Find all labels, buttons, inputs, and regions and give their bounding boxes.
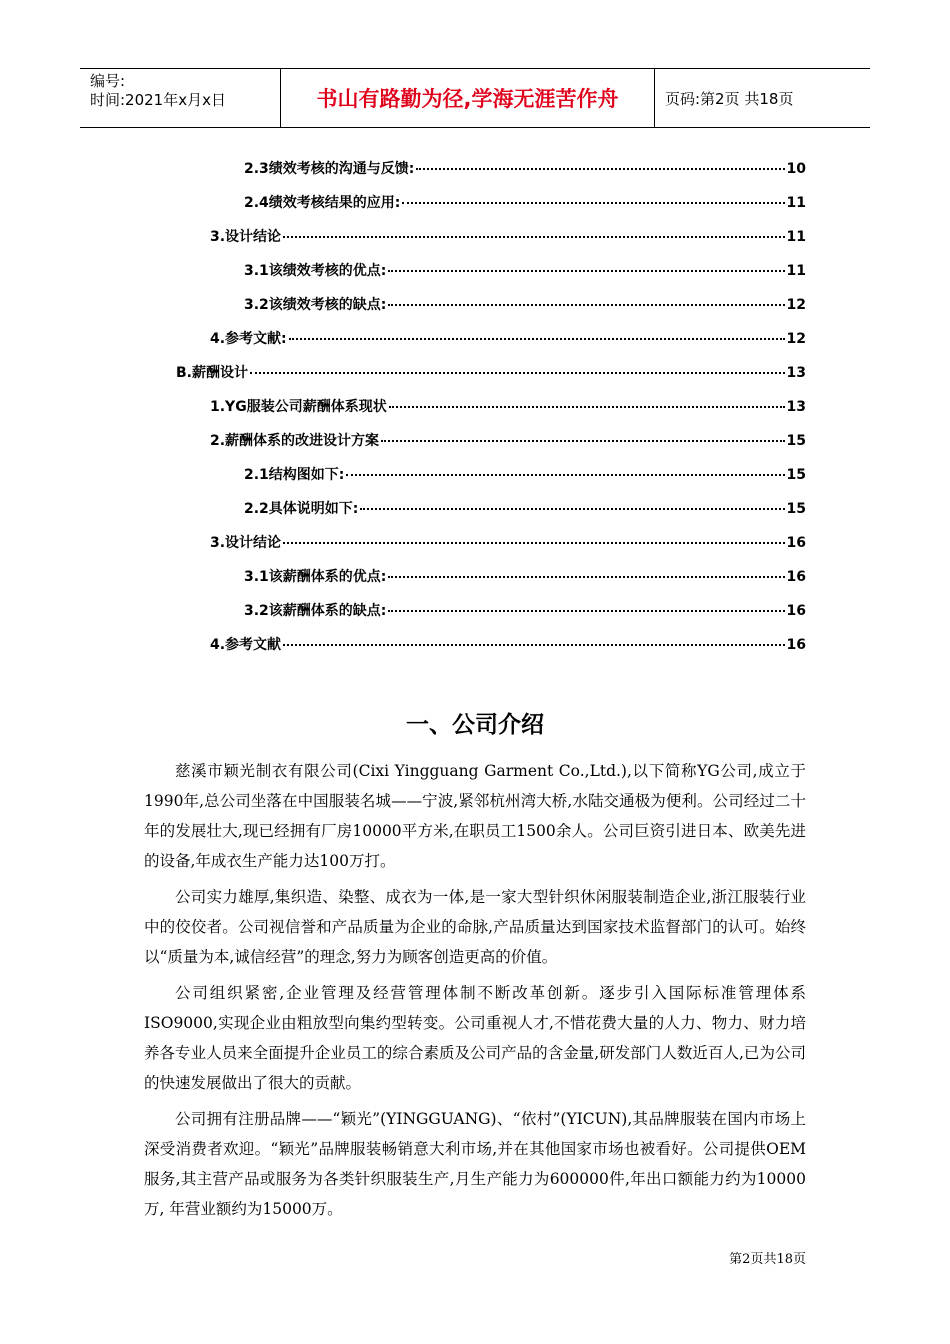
toc-entry[interactable] bbox=[210, 328, 806, 350]
toc-entry[interactable] bbox=[210, 532, 806, 554]
toc-page: 12 bbox=[786, 331, 806, 347]
toc-page: 15 bbox=[786, 467, 806, 483]
toc-entry[interactable] bbox=[244, 294, 806, 316]
body-text bbox=[144, 756, 806, 1230]
paragraph: 公司实力雄厚,集织造、染整、成衣为一体,是一家大型针织休闲服装制造企业,浙江服装行业中的佼佼者。公司视信誉和产品质量为企业的命脉,产品质量达到国家技术监督部门的认可。始终以“质量为本,诚信经营”的理念,努力为顾客创造更高的价值。 bbox=[144, 888, 806, 966]
toc-leader bbox=[289, 338, 785, 340]
toc-label: 3.设计结论 bbox=[210, 535, 282, 551]
paragraph: 公司拥有注册品牌——“颖光”(YINGGUANG)、“依村”(YICUN),其品牌服装在国内市场上深受消费者欢迎。“颖光”品牌服装畅销意大利市场,并在其他国家市场也被看好。公司提供OEM服务,其主营产品或服务为各类针织服装生产,月生产能力为600000件,年出口额能力约为10000万, 年营业额约为15000万。 bbox=[144, 1110, 806, 1218]
toc-entry[interactable] bbox=[210, 396, 806, 418]
toc-page: 16 bbox=[786, 535, 806, 551]
toc-entry[interactable] bbox=[244, 192, 806, 214]
toc-label: 2.2具体说明如下: bbox=[244, 501, 359, 517]
toc-leader bbox=[402, 202, 784, 204]
toc-label: 3.2该绩效考核的缺点: bbox=[244, 297, 387, 313]
toc-entry[interactable] bbox=[244, 566, 806, 588]
toc-page: 11 bbox=[786, 263, 806, 279]
toc-leader bbox=[416, 168, 784, 170]
toc-label: 2.3绩效考核的沟通与反馈: bbox=[244, 161, 415, 177]
toc-page: 16 bbox=[786, 569, 806, 585]
toc-label: B.薪酬设计 bbox=[176, 365, 248, 381]
toc-leader bbox=[388, 270, 784, 272]
toc-page: 10 bbox=[786, 161, 806, 177]
toc-entry[interactable] bbox=[244, 600, 806, 622]
paragraph: 公司组织紧密,企业管理及经营管理体制不断改革创新。逐步引入国际标准管理体系ISO9000,实现企业由粗放型向集约型转变。公司重视人才,不惜花费大量的人力、物力、财力培养各专业人员来全面提升企业员工的综合素质及公司产品的含金量,研发部门人数近百人,已为公司的快速发展做出了很大的贡献。 bbox=[144, 984, 806, 1092]
toc-entry[interactable] bbox=[244, 464, 806, 486]
toc-page: 16 bbox=[786, 637, 806, 653]
section-title: 一、公司介绍 bbox=[406, 712, 544, 738]
toc-leader bbox=[283, 542, 784, 544]
toc-entry[interactable] bbox=[210, 634, 806, 656]
toc-entry[interactable] bbox=[210, 430, 806, 452]
toc-leader bbox=[388, 610, 784, 612]
toc-label: 4.参考文献 bbox=[210, 637, 282, 653]
toc-label: 3.2该薪酬体系的缺点: bbox=[244, 603, 387, 619]
toc-leader bbox=[250, 372, 785, 374]
toc-entry[interactable] bbox=[176, 362, 806, 384]
toc-leader bbox=[283, 236, 784, 238]
toc-entry[interactable] bbox=[244, 498, 806, 520]
toc-leader bbox=[346, 474, 784, 476]
toc-page: 13 bbox=[786, 365, 806, 381]
toc-label: 2.薪酬体系的改进设计方案 bbox=[210, 433, 380, 449]
toc-label: 3.1该薪酬体系的优点: bbox=[244, 569, 387, 585]
toc-label: 1.YG服装公司薪酬体系现状 bbox=[210, 399, 387, 415]
id-label: 编号: bbox=[90, 72, 126, 90]
toc-page: 16 bbox=[786, 603, 806, 619]
toc-page: 15 bbox=[786, 433, 806, 449]
page-footer: 第2页共18页 bbox=[729, 1252, 806, 1267]
toc-entry[interactable] bbox=[244, 260, 806, 282]
toc-page: 15 bbox=[786, 501, 806, 517]
toc-entry[interactable] bbox=[244, 158, 806, 180]
header-motto: 书山有路勤为径,学海无涯苦作舟 bbox=[281, 69, 655, 127]
toc-label: 2.1结构图如下: bbox=[244, 467, 345, 483]
time-label: 时间:2021年x月x日 bbox=[90, 91, 226, 109]
toc-label: 2.4绩效考核结果的应用: bbox=[244, 195, 401, 211]
toc-page: 11 bbox=[786, 229, 806, 245]
header-meta bbox=[80, 69, 281, 127]
page-header bbox=[80, 68, 870, 128]
toc-label: 3.1该绩效考核的优点: bbox=[244, 263, 387, 279]
header-page-label: 页码:第2页 共18页 bbox=[665, 89, 794, 108]
toc-entry[interactable] bbox=[210, 226, 806, 248]
toc-page: 13 bbox=[786, 399, 806, 415]
toc-leader bbox=[283, 644, 784, 646]
toc-page: 12 bbox=[786, 297, 806, 313]
toc-leader bbox=[388, 576, 784, 578]
toc-leader bbox=[360, 508, 784, 510]
toc-label: 3.设计结论 bbox=[210, 229, 282, 245]
toc-label: 4.参考文献: bbox=[210, 331, 287, 347]
paragraph: 慈溪市颖光制衣有限公司(Cixi Yingguang Garment Co.,Ltd.),以下简称YG公司,成立于1990年,总公司坐落在中国服装名城——宁波,紧邻杭州湾大桥,水陆交通极为便利。公司经过二十年的发展壮大,现已经拥有厂房10000平方米,在职员工1500余人。公司巨资引进日本、欧美先进的设备,年成衣生产能力达100万打。 bbox=[144, 762, 806, 870]
toc-page: 11 bbox=[786, 195, 806, 211]
toc-leader bbox=[381, 440, 784, 442]
toc-leader bbox=[389, 406, 785, 408]
toc-leader bbox=[388, 304, 784, 306]
